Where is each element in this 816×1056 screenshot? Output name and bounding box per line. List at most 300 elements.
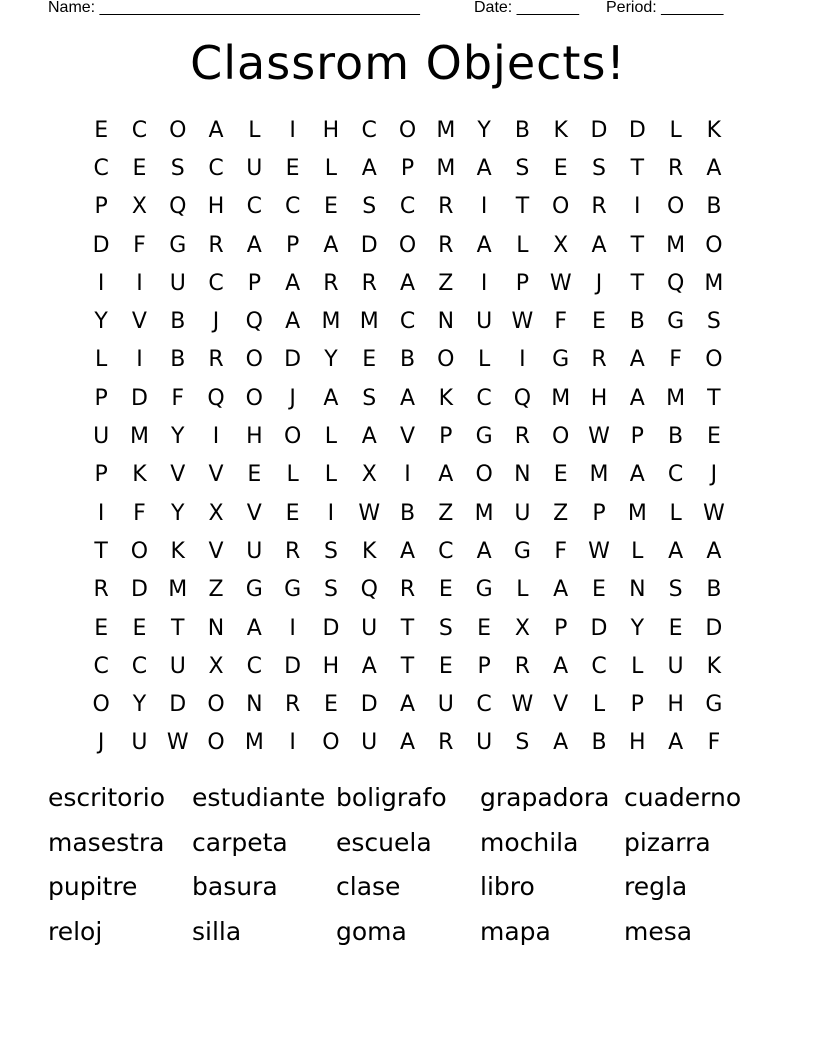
grid-letter[interactable]: L — [324, 155, 338, 181]
grid-letter[interactable]: N — [514, 462, 531, 488]
grid-letter[interactable]: U — [667, 653, 684, 679]
grid-letter[interactable]: H — [207, 194, 225, 220]
grid-letter[interactable]: G — [284, 577, 302, 603]
grid-letter[interactable]: V — [399, 424, 416, 450]
grid-letter[interactable]: P — [630, 692, 644, 718]
grid-letter[interactable]: H — [322, 653, 340, 679]
grid-letter[interactable]: B — [514, 117, 530, 143]
grid-letter[interactable]: L — [516, 577, 529, 603]
grid-letter[interactable]: K — [438, 385, 454, 411]
grid-letter[interactable]: W — [549, 270, 572, 296]
grid-letter[interactable]: T — [630, 270, 645, 296]
student-info-header — [48, 0, 732, 20]
grid-letter[interactable]: B — [170, 347, 186, 373]
grid-letter[interactable]: L — [324, 462, 338, 488]
grid-letter[interactable]: O — [398, 117, 417, 143]
grid-letter[interactable]: R — [591, 194, 607, 220]
word-bank-item: boligrafo — [336, 783, 447, 812]
grid-letter[interactable]: N — [246, 692, 263, 718]
grid-letter[interactable]: M — [244, 730, 264, 756]
date-field[interactable]: Date: _______ — [474, 0, 579, 16]
grid-letter[interactable]: A — [399, 270, 416, 296]
grid-letter[interactable]: A — [361, 424, 377, 450]
grid-letter[interactable]: B — [170, 309, 186, 335]
grid-letter[interactable]: Y — [324, 347, 338, 373]
grid-letter[interactable]: Q — [207, 385, 225, 411]
grid-letter[interactable]: X — [553, 232, 569, 258]
grid-letter[interactable]: W — [358, 500, 381, 526]
grid-letter[interactable]: A — [591, 232, 607, 258]
word-bank-item: cuaderno — [624, 783, 742, 812]
grid-letter[interactable]: X — [361, 462, 377, 488]
grid-letter[interactable]: W — [166, 730, 189, 756]
grid-letter[interactable]: K — [553, 117, 568, 143]
grid-letter[interactable]: E — [132, 615, 147, 641]
grid-letter[interactable]: Y — [630, 615, 645, 641]
grid-letter[interactable]: P — [439, 424, 453, 450]
grid-letter[interactable]: O — [207, 692, 225, 718]
grid-letter[interactable]: O — [130, 538, 149, 564]
grid-letter[interactable]: N — [207, 615, 225, 641]
grid-letter[interactable]: C — [246, 653, 263, 679]
grid-letter[interactable]: O — [207, 730, 225, 756]
grid-letter[interactable]: V — [208, 538, 224, 564]
grid-letter[interactable]: V — [208, 462, 224, 488]
grid-letter[interactable]: K — [706, 117, 722, 143]
grid-letter[interactable]: Y — [171, 500, 185, 526]
grid-letter[interactable]: A — [668, 730, 684, 756]
grid-letter[interactable]: F — [554, 538, 568, 564]
grid-letter[interactable]: S — [362, 385, 377, 411]
grid-letter[interactable]: K — [170, 538, 185, 564]
grid-letter[interactable]: A — [476, 155, 492, 181]
grid-letter[interactable]: T — [94, 538, 108, 564]
grid-letter[interactable]: U — [131, 730, 148, 756]
grid-letter[interactable]: P — [630, 424, 644, 450]
grid-letter[interactable]: W — [511, 692, 534, 718]
grid-letter[interactable]: E — [438, 577, 453, 603]
grid-letter[interactable]: A — [553, 730, 569, 756]
grid-letter[interactable]: P — [247, 270, 261, 296]
grid-letter[interactable]: U — [169, 653, 186, 679]
grid-letter[interactable]: I — [136, 270, 143, 296]
grid-letter[interactable]: T — [400, 615, 415, 641]
grid-letter[interactable]: S — [323, 577, 338, 603]
grid-letter[interactable]: F — [669, 347, 682, 373]
grid-letter[interactable]: M — [666, 232, 686, 258]
grid-letter[interactable]: L — [516, 232, 529, 258]
grid-letter[interactable]: O — [437, 347, 455, 373]
word-bank-item: reloj — [48, 916, 103, 946]
grid-letter[interactable]: C — [284, 194, 301, 220]
grid-letter[interactable]: A — [208, 117, 224, 143]
grid-letter[interactable]: D — [590, 615, 608, 641]
grid-letter[interactable]: L — [669, 500, 682, 526]
grid-letter[interactable]: B — [591, 730, 607, 756]
grid-letter[interactable]: U — [246, 155, 263, 181]
grid-letter[interactable]: T — [630, 155, 645, 181]
grid-letter[interactable]: F — [133, 232, 146, 258]
grid-letter[interactable]: D — [130, 577, 148, 603]
grid-letter[interactable]: D — [92, 232, 110, 258]
grid-letter[interactable]: O — [705, 232, 723, 258]
grid-letter[interactable]: P — [94, 194, 108, 220]
grid-letter[interactable]: O — [322, 730, 340, 756]
grid-letter[interactable]: C — [246, 194, 263, 220]
grid-letter[interactable]: N — [437, 309, 455, 335]
grid-letter[interactable]: Y — [94, 309, 108, 335]
grid-letter[interactable]: A — [553, 653, 569, 679]
grid-letter[interactable]: P — [554, 615, 568, 641]
grid-letter[interactable]: S — [668, 577, 683, 603]
grid-letter[interactable]: E — [592, 577, 606, 603]
grid-letter[interactable]: U — [93, 424, 110, 450]
grid-letter[interactable]: P — [94, 462, 108, 488]
grid-letter[interactable]: G — [552, 347, 570, 373]
grid-letter[interactable]: I — [289, 615, 296, 641]
grid-letter[interactable]: D — [169, 692, 187, 718]
grid-letter[interactable]: X — [514, 615, 530, 641]
grid-letter[interactable]: T — [171, 615, 185, 641]
grid-letter[interactable]: I — [97, 270, 105, 296]
grid-letter[interactable]: S — [170, 155, 185, 181]
grid-letter[interactable]: O — [705, 347, 723, 373]
grid-letter[interactable]: W — [588, 538, 610, 564]
grid-letter[interactable]: L — [477, 347, 491, 373]
grid-letter[interactable]: I — [327, 500, 335, 526]
grid-letter[interactable]: C — [208, 155, 224, 181]
grid-letter[interactable]: V — [131, 309, 147, 335]
grid-letter[interactable]: J — [595, 270, 603, 296]
grid-letter[interactable]: Z — [553, 500, 569, 526]
grid-letter[interactable]: N — [629, 577, 646, 603]
grid-letter[interactable]: R — [591, 347, 607, 373]
grid-letter[interactable]: C — [208, 270, 224, 296]
grid-letter[interactable]: A — [476, 538, 492, 564]
grid-letter[interactable]: D — [360, 232, 378, 258]
grid-letter[interactable]: A — [399, 538, 416, 564]
name-field[interactable]: Name: ____________________________________ — [48, 0, 420, 16]
grid-letter[interactable]: S — [515, 155, 530, 181]
grid-letter[interactable]: E — [285, 500, 300, 526]
grid-letter[interactable]: O — [475, 462, 493, 488]
grid-letter[interactable]: V — [170, 462, 186, 488]
grid-letter[interactable]: I — [289, 117, 296, 143]
grid-letter[interactable]: Q — [360, 577, 378, 603]
grid-letter[interactable]: M — [666, 385, 686, 411]
grid-letter[interactable]: I — [480, 194, 488, 220]
grid-letter[interactable]: X — [131, 194, 147, 220]
grid-letter[interactable]: L — [286, 462, 299, 488]
grid-letter[interactable]: H — [590, 385, 608, 411]
grid-letter[interactable]: M — [436, 117, 456, 143]
grid-letter[interactable]: M — [627, 500, 647, 526]
grid-letter[interactable]: Q — [245, 309, 263, 335]
grid-letter[interactable]: C — [591, 653, 607, 679]
grid-letter[interactable]: E — [668, 615, 683, 641]
grid-letter[interactable]: F — [171, 385, 185, 411]
grid-letter[interactable]: E — [477, 615, 492, 641]
grid-letter[interactable]: T — [707, 385, 721, 411]
grid-letter[interactable]: G — [513, 538, 531, 564]
grid-letter[interactable]: D — [360, 692, 378, 718]
grid-letter[interactable]: R — [399, 577, 416, 603]
grid-letter[interactable]: U — [437, 692, 454, 718]
grid-letter[interactable]: R — [361, 270, 377, 296]
grid-letter[interactable]: R — [438, 194, 454, 220]
grid-letter[interactable]: R — [323, 270, 339, 296]
grid-letter[interactable]: E — [323, 692, 338, 718]
grid-letter[interactable]: L — [95, 347, 108, 373]
grid-letter[interactable]: L — [592, 692, 606, 718]
grid-letter[interactable]: O — [245, 347, 263, 373]
grid-letter[interactable]: A — [629, 462, 645, 488]
grid-letter[interactable]: D — [590, 117, 608, 143]
grid-letter[interactable]: G — [169, 232, 187, 258]
grid-letter[interactable]: E — [94, 117, 109, 143]
grid-letter[interactable]: Q — [169, 194, 187, 220]
grid-letter[interactable]: E — [132, 155, 147, 181]
grid-letter[interactable]: P — [400, 155, 415, 181]
grid-letter[interactable]: F — [133, 500, 146, 526]
grid-letter[interactable]: A — [629, 385, 645, 411]
grid-letter[interactable]: A — [706, 155, 722, 181]
grid-letter[interactable]: L — [631, 653, 644, 679]
grid-letter[interactable]: E — [592, 309, 606, 335]
grid-letter[interactable]: X — [208, 500, 224, 526]
grid-letter[interactable]: E — [362, 347, 377, 373]
grid-letter[interactable]: E — [285, 155, 300, 181]
grid-letter[interactable]: B — [399, 500, 416, 526]
grid-letter[interactable]: M — [589, 462, 609, 488]
grid-letter[interactable]: O — [169, 117, 187, 143]
grid-letter[interactable]: V — [553, 692, 569, 718]
grid-letter[interactable]: O — [552, 194, 570, 220]
grid-letter[interactable]: S — [592, 155, 606, 181]
grid-letter[interactable]: I — [480, 270, 488, 296]
grid-letter[interactable]: B — [706, 194, 722, 220]
grid-letter[interactable]: O — [666, 194, 685, 220]
grid-letter[interactable]: D — [130, 385, 148, 411]
grid-letter[interactable]: B — [668, 424, 684, 450]
word-bank-item: libro — [480, 872, 535, 901]
grid-letter[interactable]: D — [284, 653, 302, 679]
grid-letter[interactable]: G — [705, 692, 723, 718]
grid-letter[interactable]: A — [399, 730, 416, 756]
grid-letter[interactable]: E — [553, 462, 568, 488]
grid-letter[interactable]: Q — [513, 385, 532, 411]
grid-letter[interactable]: R — [667, 155, 684, 181]
word-bank-item: pizarra — [624, 827, 711, 857]
grid-letter[interactable]: A — [553, 577, 569, 603]
grid-letter[interactable]: E — [247, 462, 262, 488]
grid-letter[interactable]: A — [285, 270, 301, 296]
grid-letter[interactable]: D — [705, 615, 723, 641]
grid-letter[interactable]: A — [399, 385, 416, 411]
grid-letter[interactable]: A — [399, 692, 416, 718]
grid-letter[interactable]: U — [246, 538, 263, 564]
grid-letter[interactable]: U — [169, 270, 186, 296]
grid-letter[interactable]: B — [399, 347, 416, 373]
grid-letter[interactable]: G — [475, 577, 493, 603]
grid-letter[interactable]: A — [323, 232, 339, 258]
grid-letter[interactable]: S — [706, 309, 721, 335]
grid-letter[interactable]: I — [404, 462, 411, 488]
grid-letter[interactable]: R — [284, 538, 301, 564]
grid-letter[interactable]: B — [706, 577, 722, 603]
grid-letter[interactable]: K — [132, 462, 147, 488]
grid-letter[interactable]: L — [669, 117, 682, 143]
grid-letter[interactable]: A — [629, 347, 645, 373]
grid-letter[interactable]: W — [511, 309, 534, 335]
grid-letter[interactable]: M — [704, 270, 724, 296]
grid-letter[interactable]: Q — [666, 270, 685, 296]
grid-letter[interactable]: R — [208, 347, 224, 373]
grid-letter[interactable]: L — [631, 538, 644, 564]
grid-letter[interactable]: K — [706, 653, 722, 679]
grid-letter[interactable]: M — [129, 424, 149, 450]
grid-letter[interactable]: O — [283, 424, 302, 450]
grid-letter[interactable]: F — [707, 730, 721, 756]
grid-letter[interactable]: O — [245, 385, 263, 411]
grid-letter[interactable]: J — [710, 462, 718, 488]
grid-letter[interactable]: L — [248, 117, 261, 143]
grid-letter[interactable]: A — [285, 309, 301, 335]
grid-letter[interactable]: A — [476, 232, 492, 258]
grid-letter[interactable]: J — [97, 730, 105, 756]
grid-letter[interactable]: S — [438, 615, 453, 641]
grid-letter[interactable]: E — [438, 653, 453, 679]
grid-letter[interactable]: O — [552, 424, 570, 450]
grid-letter[interactable]: C — [399, 309, 416, 335]
grid-letter[interactable]: I — [289, 730, 296, 756]
grid-letter[interactable]: E — [323, 194, 338, 220]
grid-letter[interactable]: C — [476, 385, 492, 411]
grid-letter[interactable]: I — [97, 500, 105, 526]
grid-letter[interactable]: E — [706, 424, 721, 450]
grid-letter[interactable]: C — [476, 692, 492, 718]
grid-letter[interactable]: Y — [171, 424, 185, 450]
grid-letter[interactable]: M — [551, 385, 571, 411]
grid-letter[interactable]: H — [322, 117, 340, 143]
grid-letter[interactable]: T — [400, 653, 415, 679]
grid-letter[interactable]: X — [208, 653, 224, 679]
grid-letter[interactable]: U — [476, 730, 493, 756]
grid-letter[interactable]: V — [246, 500, 262, 526]
grid-letter[interactable]: R — [438, 232, 454, 258]
grid-letter[interactable]: E — [94, 615, 109, 641]
grid-letter[interactable]: U — [476, 309, 493, 335]
grid-letter[interactable]: H — [667, 692, 684, 718]
grid-letter[interactable]: B — [629, 309, 645, 335]
period-field[interactable]: Period: _______ — [606, 0, 724, 16]
grid-letter[interactable]: Z — [208, 577, 224, 603]
grid-letter[interactable]: S — [323, 538, 338, 564]
grid-letter[interactable]: G — [667, 309, 685, 335]
grid-letter[interactable]: P — [94, 385, 108, 411]
grid-letter[interactable]: D — [322, 615, 340, 641]
grid-letter[interactable]: F — [554, 309, 568, 335]
grid-letter[interactable]: I — [634, 194, 641, 220]
grid-letter[interactable]: A — [706, 538, 722, 564]
grid-letter[interactable]: A — [668, 538, 684, 564]
grid-letter[interactable]: P — [477, 653, 491, 679]
grid-letter[interactable]: I — [136, 347, 143, 373]
grid-letter[interactable]: L — [324, 424, 338, 450]
grid-letter[interactable]: T — [515, 194, 530, 220]
grid-letter[interactable]: U — [361, 730, 378, 756]
grid-letter[interactable]: M — [359, 309, 379, 335]
grid-letter[interactable]: P — [592, 500, 606, 526]
grid-letter[interactable]: D — [628, 117, 646, 143]
grid-letter[interactable]: C — [93, 155, 109, 181]
grid-letter[interactable]: M — [436, 155, 456, 181]
word-bank-item: clase — [336, 872, 401, 901]
grid-letter[interactable]: P — [515, 270, 530, 296]
grid-letter[interactable]: M — [474, 500, 494, 526]
grid-letter[interactable]: C — [93, 653, 109, 679]
grid-letter[interactable]: C — [131, 117, 148, 143]
grid-letter[interactable]: W — [703, 500, 725, 526]
grid-letter[interactable]: R — [284, 692, 301, 718]
grid-letter[interactable]: W — [588, 424, 610, 450]
grid-letter[interactable]: A — [246, 232, 262, 258]
grid-letter[interactable]: Y — [477, 117, 491, 143]
grid-letter[interactable]: R — [208, 232, 224, 258]
grid-letter[interactable]: M — [321, 309, 341, 335]
grid-letter[interactable]: C — [438, 538, 454, 564]
grid-letter[interactable]: R — [514, 653, 531, 679]
grid-letter[interactable]: H — [246, 424, 263, 450]
grid-letter[interactable]: Z — [438, 270, 454, 296]
grid-letter[interactable]: C — [399, 194, 416, 220]
grid-letter[interactable]: S — [515, 730, 530, 756]
grid-letter[interactable]: M — [168, 577, 188, 603]
grid-letter[interactable]: U — [514, 500, 531, 526]
grid-letter[interactable]: A — [438, 462, 454, 488]
grid-letter[interactable]: I — [519, 347, 526, 373]
grid-letter[interactable]: S — [362, 194, 377, 220]
grid-letter[interactable]: H — [629, 730, 646, 756]
grid-letter[interactable]: O — [92, 692, 110, 718]
grid-letter[interactable]: I — [212, 424, 220, 450]
grid-letter[interactable]: J — [289, 385, 296, 411]
grid-letter[interactable]: R — [514, 424, 531, 450]
grid-letter[interactable]: C — [131, 653, 148, 679]
grid-letter[interactable]: A — [323, 385, 339, 411]
grid-letter[interactable]: R — [438, 730, 454, 756]
grid-letter[interactable]: R — [93, 577, 109, 603]
grid-letter[interactable]: K — [362, 538, 377, 564]
grid-letter[interactable]: E — [553, 155, 568, 181]
grid-letter[interactable]: C — [667, 462, 684, 488]
grid-letter[interactable]: U — [361, 615, 378, 641]
grid-letter[interactable]: Y — [132, 692, 147, 718]
grid-letter[interactable]: D — [284, 347, 302, 373]
grid-letter[interactable]: P — [285, 232, 300, 258]
grid-letter[interactable]: A — [361, 653, 377, 679]
grid-letter[interactable]: O — [398, 232, 417, 258]
grid-letter[interactable]: Z — [438, 500, 454, 526]
word-bank-item: grapadora — [480, 783, 610, 812]
grid-letter[interactable]: T — [630, 232, 645, 258]
grid-letter[interactable]: G — [245, 577, 263, 603]
grid-letter[interactable]: J — [212, 309, 220, 335]
grid-letter[interactable]: G — [475, 424, 493, 450]
grid-letter[interactable]: A — [361, 155, 377, 181]
grid-letter[interactable]: A — [246, 615, 262, 641]
grid-letter[interactable]: C — [361, 117, 377, 143]
